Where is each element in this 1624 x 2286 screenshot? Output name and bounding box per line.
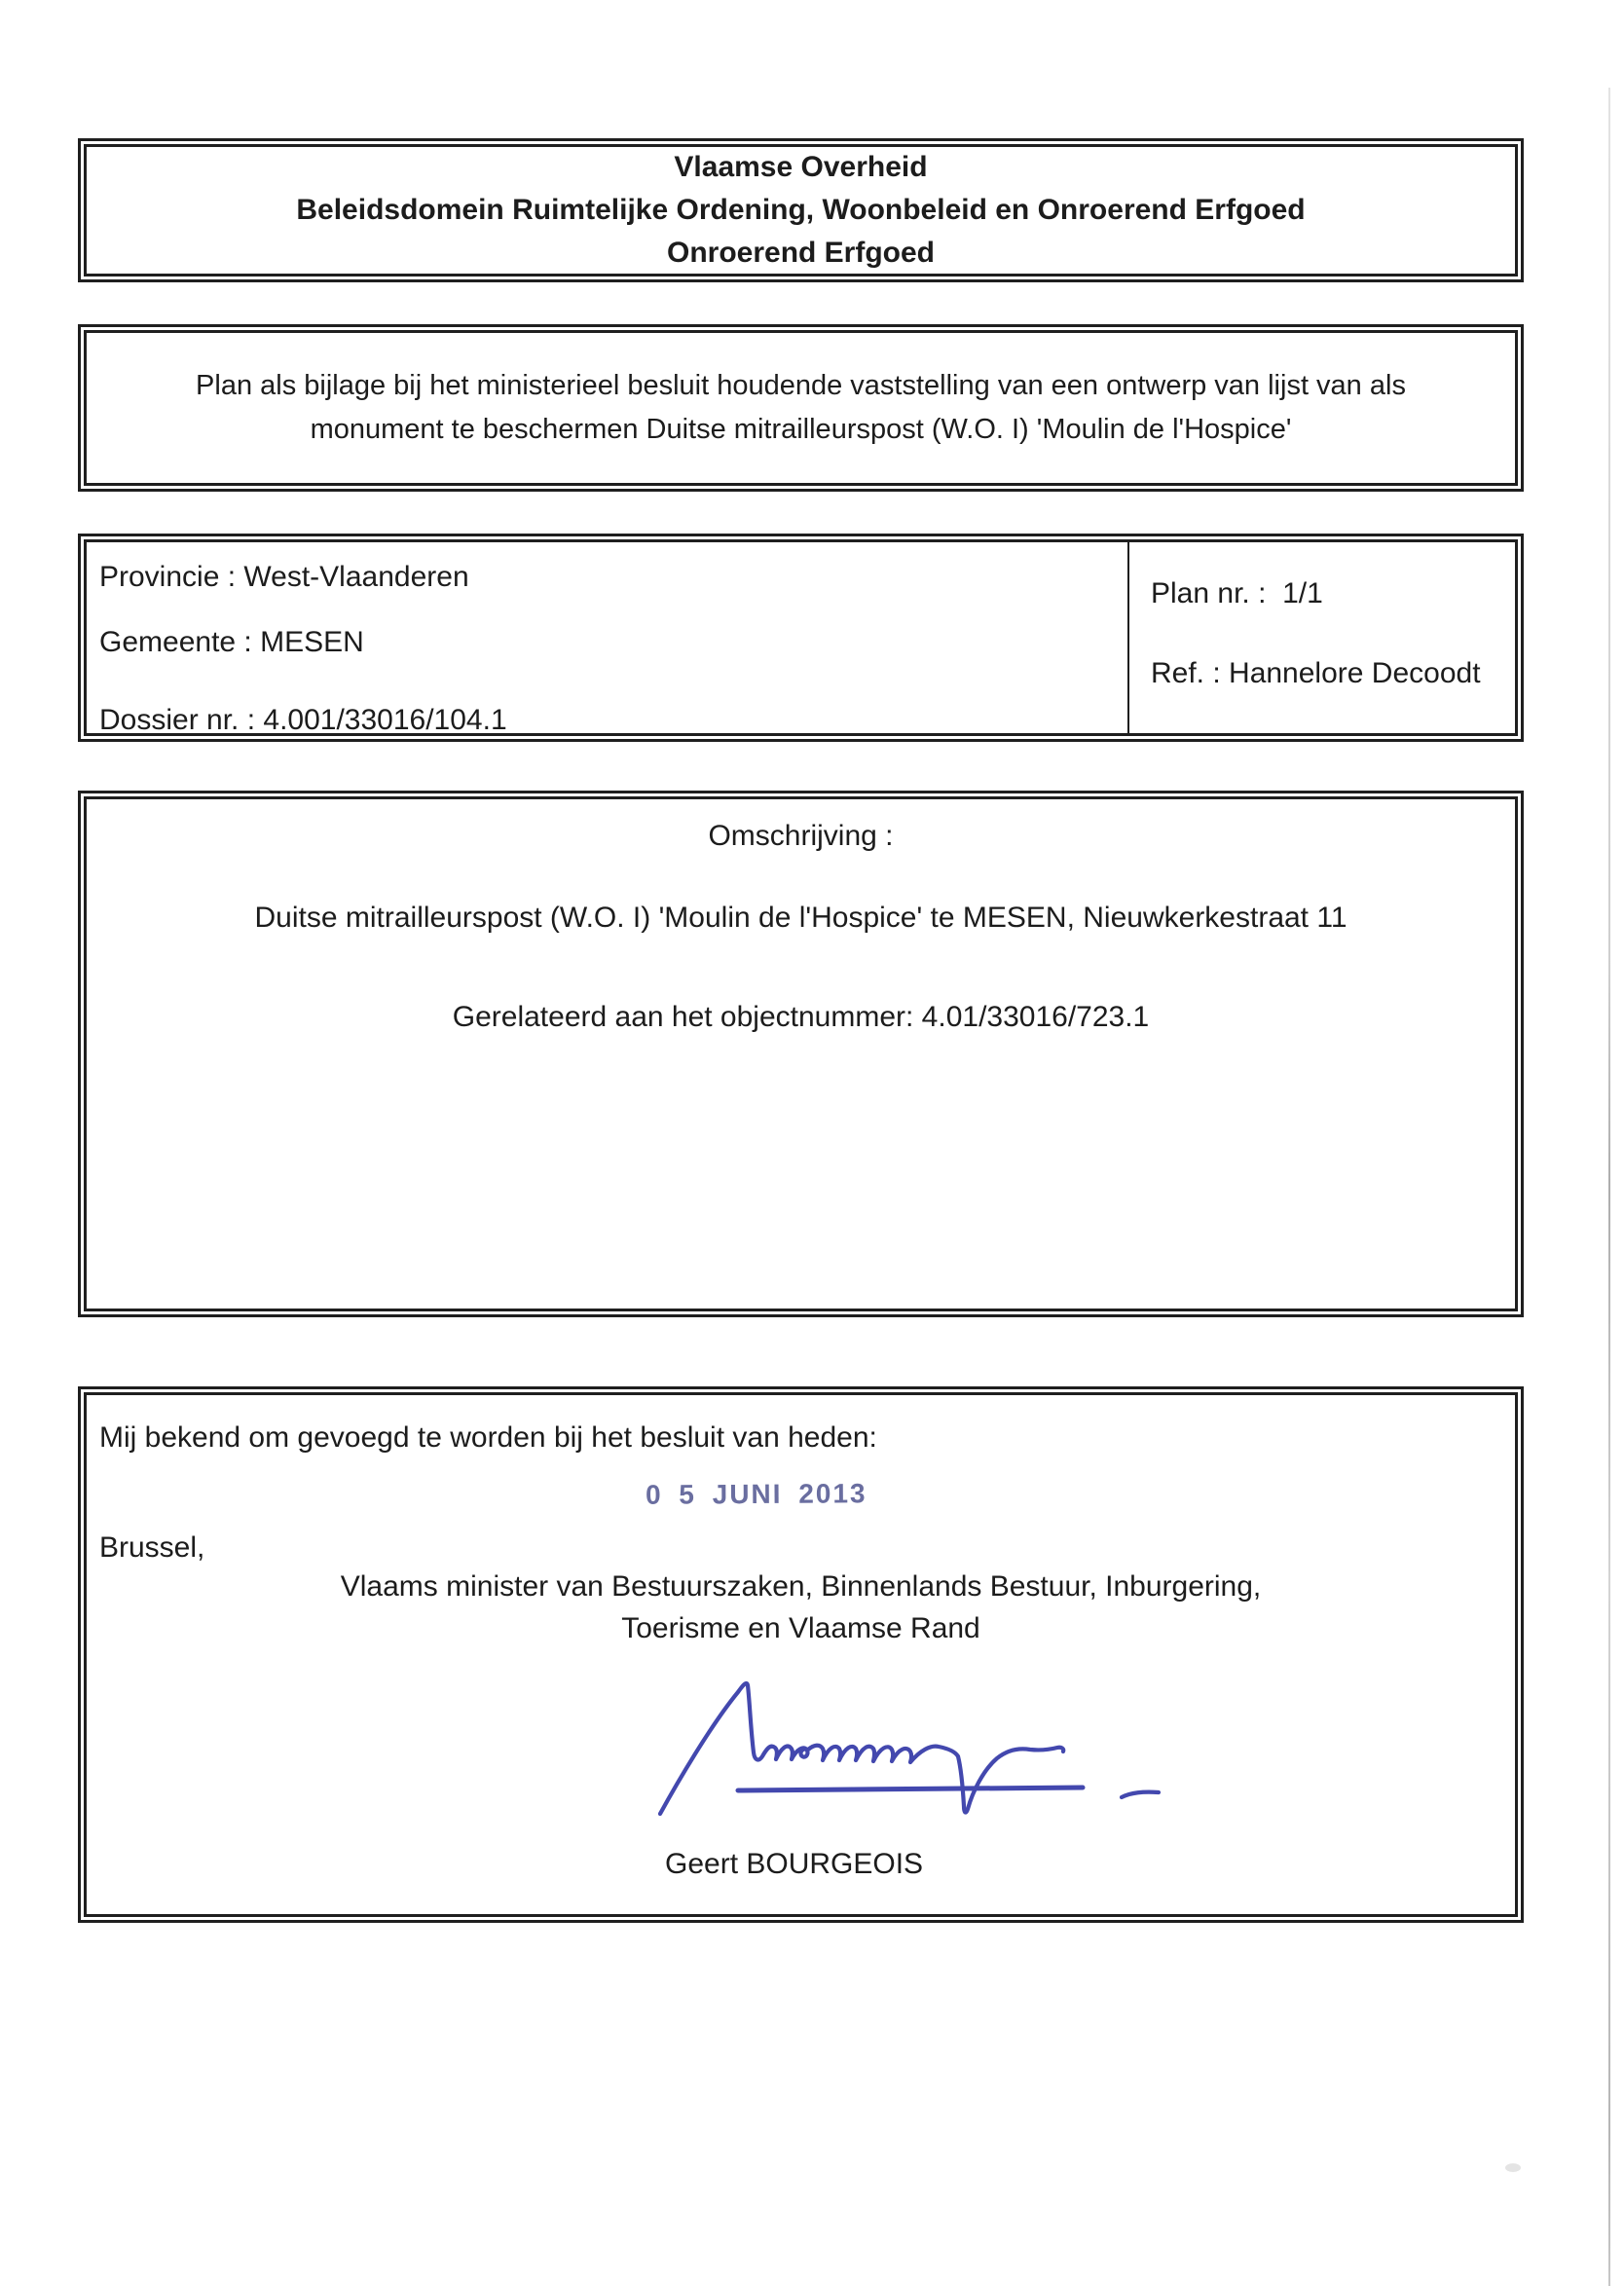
- info-box: [78, 534, 1524, 742]
- minister-title: [87, 1566, 1515, 1649]
- approval-intro: Mij bekend om gevoegd te worden bij het besluit van heden:: [99, 1421, 877, 1454]
- minister-signature: [584, 1655, 1217, 1821]
- description-box: [78, 791, 1524, 1317]
- province-value: Provincie : West-Vlaanderen: [99, 561, 469, 593]
- signature-scribble-icon: [584, 1655, 1217, 1821]
- signature-dash: [1122, 1792, 1159, 1797]
- plan-title-line: Plan als bijlage bij het ministerieel besluit houdende vaststelling van een ontwerp van lijst van als: [196, 370, 1406, 401]
- place-label: Brussel,: [99, 1531, 205, 1564]
- plan-number: Plan nr. : 1/1: [1151, 577, 1323, 609]
- approval-box: [78, 1386, 1524, 1923]
- reference-name: Ref. : Hannelore Decoodt: [1151, 657, 1481, 689]
- signature-underline: [738, 1788, 1083, 1790]
- minister-title-line: Toerisme en Vlaamse Rand: [621, 1612, 980, 1644]
- related-object-number: Gerelateerd aan het objectnummer: 4.01/33016/723.1: [452, 1001, 1150, 1033]
- header-box: [78, 138, 1524, 282]
- scan-edge-artifact: [1608, 88, 1610, 2286]
- plan-title-box: [78, 324, 1524, 492]
- header-line-policy-domain: Beleidsdomein Ruimtelijke Ordening, Woonbeleid en Onroerend Erfgoed: [296, 194, 1306, 226]
- description-heading: Omschrijving :: [708, 820, 894, 852]
- plan-title-line: monument te beschermen Duitse mitrailleurspost (W.O. I) 'Moulin de l'Hospice': [310, 414, 1292, 445]
- minister-title-line: Vlaams minister van Bestuurszaken, Binnenlands Bestuur, Inburgering,: [340, 1570, 1262, 1603]
- municipality-value: Gemeente : MESEN: [99, 626, 364, 658]
- date-stamp: 0 5 JUNI 2013: [645, 1478, 867, 1510]
- dossier-number: Dossier nr. : 4.001/33016/104.1: [99, 704, 507, 736]
- scan-smudge: [1505, 2163, 1521, 2172]
- header-line-authority: Vlaamse Overheid: [674, 151, 928, 183]
- protected-object-line: Duitse mitrailleurspost (W.O. I) 'Moulin de l'Hospice' te MESEN, Nieuwkerkestraat 11: [254, 902, 1347, 934]
- header-line-agency: Onroerend Erfgoed: [666, 237, 936, 269]
- signatory-name: Geert BOURGEOIS: [665, 1848, 924, 1880]
- info-box-divider: [1127, 542, 1129, 733]
- signature-stroke: [660, 1683, 1063, 1814]
